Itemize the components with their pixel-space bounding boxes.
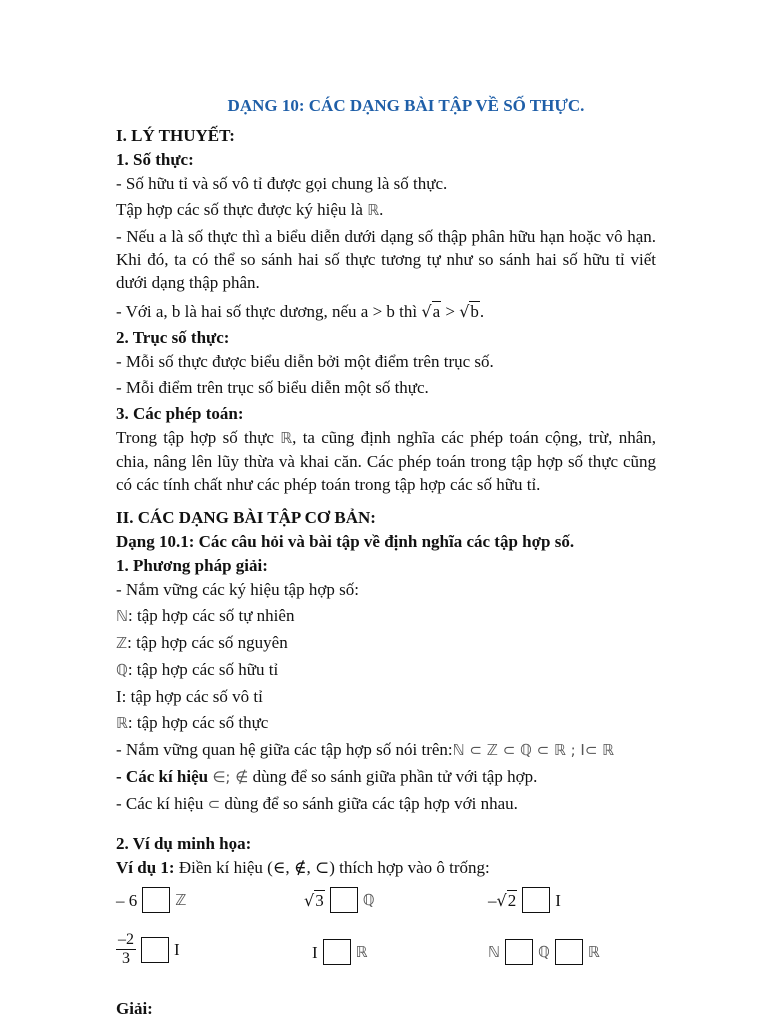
item-e-right: ℝ — [355, 942, 368, 961]
theory-heading: I. LÝ THUYẾT: — [116, 126, 235, 145]
item-sqrt-3 — [304, 887, 375, 913]
method-line-4-a: - Các kí hiệu — [116, 794, 204, 813]
exercises-heading: II. CÁC DẠNG BÀI TẬP CƠ BẢN: — [116, 508, 376, 527]
example-1-text: Điền kí hiệu (∈, ∉, ⊂) thích hợp vào ô trống: — [178, 858, 490, 877]
example-1-label: Ví dụ 1: — [116, 858, 175, 877]
real-desc: : tập hợp các số thực — [127, 713, 269, 732]
method-line-2-text: - Nắm vững quan hệ giữa các tập hợp số nói trên: — [116, 740, 453, 759]
operations-text-b: , ta cũng định nghĩa các phép toán cộng, trừ, nhân, chia, nâng lên lũy thừa và khai căn. Các phép toán trong tập hợp số thực cũng có các tính chất như các phép toán trong tập hợp các số hữu tỉ. — [116, 428, 656, 494]
rational-symbol: ℚ — [116, 661, 128, 679]
real-symbol: ℝ — [116, 714, 128, 732]
method-line-3-a: - Các kí hiệu — [116, 767, 209, 786]
subset-symbol: ⊂ — [207, 795, 221, 813]
method-heading: 1. Phương pháp giải: — [116, 556, 268, 575]
set-rational — [116, 658, 656, 682]
item-c-left: – — [488, 890, 497, 910]
set-integer — [116, 631, 656, 655]
item-minus-6 — [116, 887, 186, 913]
sqrt-3: √3 — [304, 890, 324, 910]
answer-box[interactable] — [141, 937, 169, 963]
item-a-left: – 6 — [116, 890, 138, 910]
sqrt-a: √a — [421, 302, 441, 321]
item-c-right: I — [555, 890, 561, 910]
answer-box[interactable] — [323, 939, 351, 965]
item-e-left: I — [312, 942, 318, 962]
irrational-desc: : tập hợp các số vô tỉ — [121, 687, 263, 706]
answer-box[interactable] — [505, 939, 533, 965]
rational-desc: : tập hợp các số hữu tỉ — [127, 660, 279, 679]
sqrt-2: √2 — [496, 890, 517, 910]
method-line-2 — [116, 738, 656, 762]
method-line-4 — [116, 792, 656, 816]
section-operations-heading: 3. Các phép toán: — [116, 404, 244, 423]
fraction-denominator: 3 — [122, 950, 130, 967]
example-row-1 — [116, 887, 656, 925]
irrational-symbol: I — [116, 687, 122, 706]
method-line-3 — [116, 765, 656, 789]
fraction-numerator: –2 — [118, 931, 134, 948]
item-f-right: ℝ — [587, 942, 600, 961]
real-numbers-line-2: Tập hợp các số thực được ký hiệu là ℝ. — [116, 200, 384, 219]
solution-heading: Giải: — [116, 999, 153, 1018]
item-fraction — [116, 931, 180, 968]
set-natural — [116, 604, 656, 628]
real-numbers-line-4: - Với a, b là hai số thực dương, nếu a > b thì √a > √b. — [116, 302, 485, 321]
set-relation: ℕ ⊂ ℤ ⊂ ℚ ⊂ ℝ ; I⊂ ℝ — [452, 741, 615, 759]
exercise-type-heading: Dạng 10.1: Các câu hỏi và bài tập về định nghĩa các tập hợp số. — [116, 532, 575, 551]
item-i-r — [312, 939, 368, 965]
operations-paragraph — [116, 426, 656, 496]
set-real — [116, 711, 656, 735]
real-set-symbol: ℝ — [367, 201, 380, 219]
item-b-right: ℚ — [362, 890, 375, 909]
section-number-line-heading: 2. Trục số thực: — [116, 328, 230, 347]
natural-desc: : tập hợp các số tự nhiên — [128, 606, 295, 625]
method-line-1: - Nắm vững các ký hiệu tập hợp số: — [116, 580, 359, 599]
item-a-right: ℤ — [175, 890, 187, 909]
number-line-line-2: - Mỗi điểm trên trục số biểu diễn một số thực. — [116, 378, 429, 397]
item-d-right: I — [174, 940, 180, 959]
example-row-2 — [116, 931, 656, 983]
real-numbers-line-1: - Số hữu tỉ và số vô tỉ được gọi chung là số thực. — [116, 174, 448, 193]
radicand-3: 3 — [315, 890, 324, 910]
greater-than-sign: > — [445, 302, 455, 321]
fraction-minus-2-over-3 — [116, 931, 136, 968]
sqrt-b: √b — [459, 302, 479, 321]
item-f-mid: ℚ — [538, 942, 550, 961]
answer-box[interactable] — [555, 939, 583, 965]
item-n-q-r — [488, 939, 600, 965]
integer-desc: : tập hợp các số nguyên — [127, 633, 288, 652]
method-line-4-b: dùng để so sánh giữa các tập hợp với nhau. — [224, 794, 518, 813]
number-line-line-1: - Mỗi số thực được biểu diễn bởi một điểm trên trục số. — [116, 352, 494, 371]
radicand-2: 2 — [507, 890, 517, 910]
membership-symbols: ∈; ∉ — [212, 768, 249, 786]
operations-text-a: Trong tập hợp số thực — [116, 428, 274, 447]
method-line-3-b: dùng để so sánh giữa phần tử với tập hợp. — [252, 767, 538, 786]
natural-symbol: ℕ — [116, 607, 129, 625]
answer-box[interactable] — [142, 887, 170, 913]
answer-box[interactable] — [522, 887, 550, 913]
integer-symbol: ℤ — [116, 634, 128, 652]
real-set-symbol: ℝ — [280, 429, 293, 447]
answer-box[interactable] — [330, 887, 358, 913]
real-numbers-line-2-text: Tập hợp các số thực được ký hiệu là — [116, 200, 363, 219]
example-heading: 2. Ví dụ minh họa: — [116, 834, 252, 853]
section-real-numbers-heading: 1. Số thực: — [116, 150, 194, 169]
item-minus-sqrt-2 — [488, 887, 561, 913]
real-numbers-line-4-text: - Với a, b là hai số thực dương, nếu a > b thì — [116, 302, 418, 321]
page-title: DẠNG 10: CÁC DẠNG BÀI TẬP VỀ SỐ THỰC. — [227, 96, 585, 115]
real-numbers-line-3: - Nếu a là số thực thì a biểu diễn dưới dạng số thập phân hữu hạn hoặc vô hạn. Khi đó, ta có thể so sánh hai số thực tương tự như so sánh hai số hữu tỉ viết dưới dạng thập phân. — [116, 227, 656, 292]
example-1-line — [116, 856, 656, 879]
document-page — [116, 94, 656, 1021]
item-f-left: ℕ — [488, 942, 501, 961]
set-irrational — [116, 685, 656, 708]
